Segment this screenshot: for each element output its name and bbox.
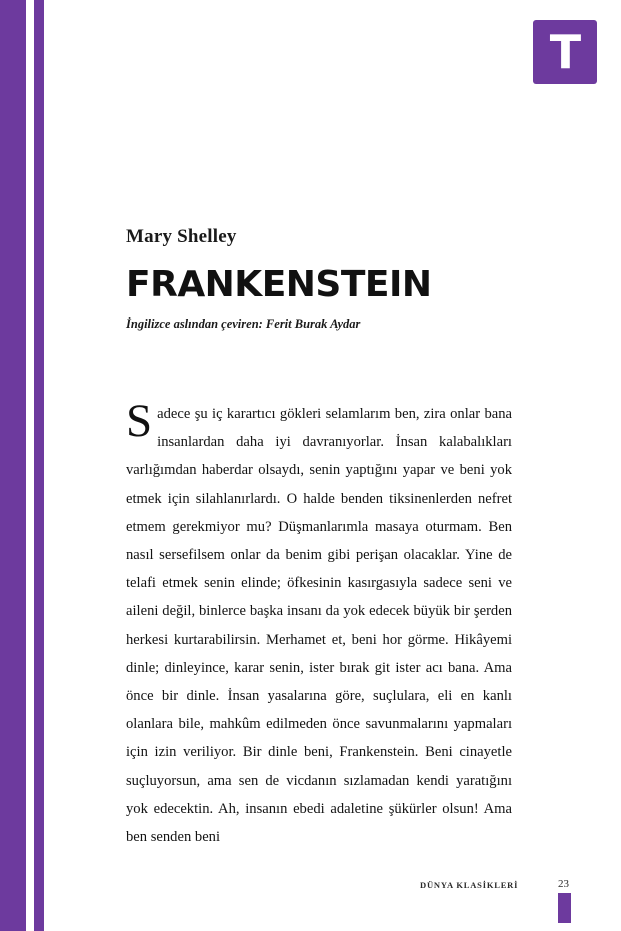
body-paragraph <box>126 395 512 851</box>
left-spine-bar-inner <box>34 0 44 931</box>
left-spine-bar-outer <box>0 0 26 931</box>
book-title: FRANKENSTEIN <box>126 264 432 305</box>
footer-series-label: DÜNYA KLASİKLERİ <box>420 880 519 890</box>
body-paragraph-text: adece şu iç karartıcı gökleri selamlarım ben, zira onlar bana insanlardan daha iyi davranıyorlar. İnsan kalabalıkları varlığımdan haberdar olsaydı, senin yaptığını yapar ve beni yok etmek için silahlanırlardı. O halde benden tiksinenlerden nefret etmem gerekmiyor mu? Düşmanlarımla masaya oturmam. Ben nasıl sersefilsem onlar da benim gibi perişan olacaklar. Yine de telafi etmek senin elinde; öfkesinin kasırgasıyla sadece seni ve aileni değil, binlerce başka insanı da yok edecek büyük bir şerden herkesi kurtarabilirsin. Merhamet et, beni hor görme. Hikâyemi dinle; dinleyince, karar senin, ister bırak git ister acı bana. Ama önce bir dinle. İnsan yasalarına göre, suçlulara, eli en kanlı olanlara bile, mahkûm edilmeden önce savunmalarını yapmaları için izin veriliyor. Bir dinle beni, Frankenstein. Beni cinayetle suçluyorsun, ama sen de vicdanın sızlamadan kendi yaratığını yok edecektin. Ah, insanın ebedi adaletine şükürler olsun! Ama ben senden beni <box>126 406 512 846</box>
page-number: 23 <box>558 878 569 890</box>
publisher-logo-icon <box>533 20 597 84</box>
publisher-logo-glyph: T <box>549 25 581 79</box>
footer-accent-mark <box>558 893 571 923</box>
drop-cap: S <box>126 395 153 447</box>
book-translator: İngilizce aslından çeviren: Ferit Burak Aydar <box>126 317 361 331</box>
book-author: Mary Shelley <box>126 226 237 247</box>
